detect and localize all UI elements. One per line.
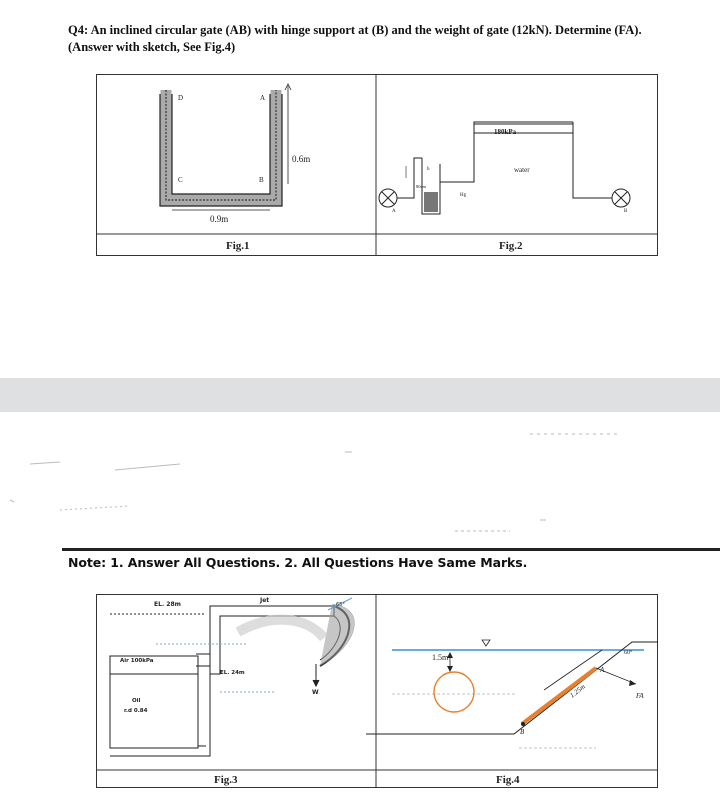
page-gap [0, 378, 720, 412]
note-text: Note: 1. Answer All Questions. 2. All Questions Have Same Marks. [68, 555, 528, 570]
fig1-u-tube [160, 84, 291, 210]
fig3-caption: Fig.3 [214, 774, 238, 786]
figure-panel-bottom [96, 594, 658, 788]
fig4-inclined-gate [366, 640, 658, 748]
fig2-h-label: h [427, 167, 430, 172]
fig1-label-c: C [178, 176, 183, 184]
fig3-oil-label: Oil [132, 698, 141, 704]
fig1-caption: Fig.1 [226, 240, 250, 252]
fig4-depth-label: 1.5m [432, 653, 449, 662]
fig2-fluid-label: water [514, 166, 530, 174]
fig2-small-dim: 80cm [416, 184, 426, 189]
fig1-label-a: A [260, 94, 266, 102]
fig3-el-top: EL. 28m [154, 601, 181, 608]
fig3-weight-label: W [312, 689, 319, 696]
fig4-label-b: B [520, 728, 525, 736]
figure-panel-top [96, 74, 658, 256]
question-text: Q4: An inclined circular gate (AB) with hinge support at (B) and the weight of gate (12kN). Determine (FA). (Answer with sketch, See Fig.4) [68, 23, 642, 54]
fig1-height-label: 0.6m [292, 154, 311, 164]
fig2-valve-a-label: A [392, 209, 396, 214]
fig2-caption: Fig.2 [499, 240, 523, 252]
fig4-label-a: A [600, 666, 605, 674]
fig4-length-label: 1.25m [568, 682, 587, 700]
fig3-angle-label: 65° [336, 602, 345, 608]
fig2-valve-b-label: B [624, 209, 628, 214]
fig4-force-label: FA [636, 692, 644, 700]
fig1-width-label: 0.9m [210, 214, 229, 224]
fig3-rd-label: r.d 0.84 [124, 708, 148, 714]
fig3-air-label: Air 100kPa [120, 658, 154, 664]
fig2-pressure-label: 180kPa [494, 128, 517, 136]
fig1-label-b: B [259, 176, 264, 184]
fig4-angle-label: 60° [624, 650, 633, 656]
fig2-mercury-label: Hg [460, 193, 467, 198]
bleed-through-marks [0, 412, 720, 552]
fig4-caption: Fig.4 [496, 774, 520, 786]
note-divider [62, 548, 720, 551]
fig3-jet-label: Jet [260, 597, 270, 604]
fig1-label-d: D [178, 94, 184, 102]
fig3-el-mid: EL. 24m [220, 670, 245, 676]
fig3-tank-pipe [110, 598, 354, 756]
